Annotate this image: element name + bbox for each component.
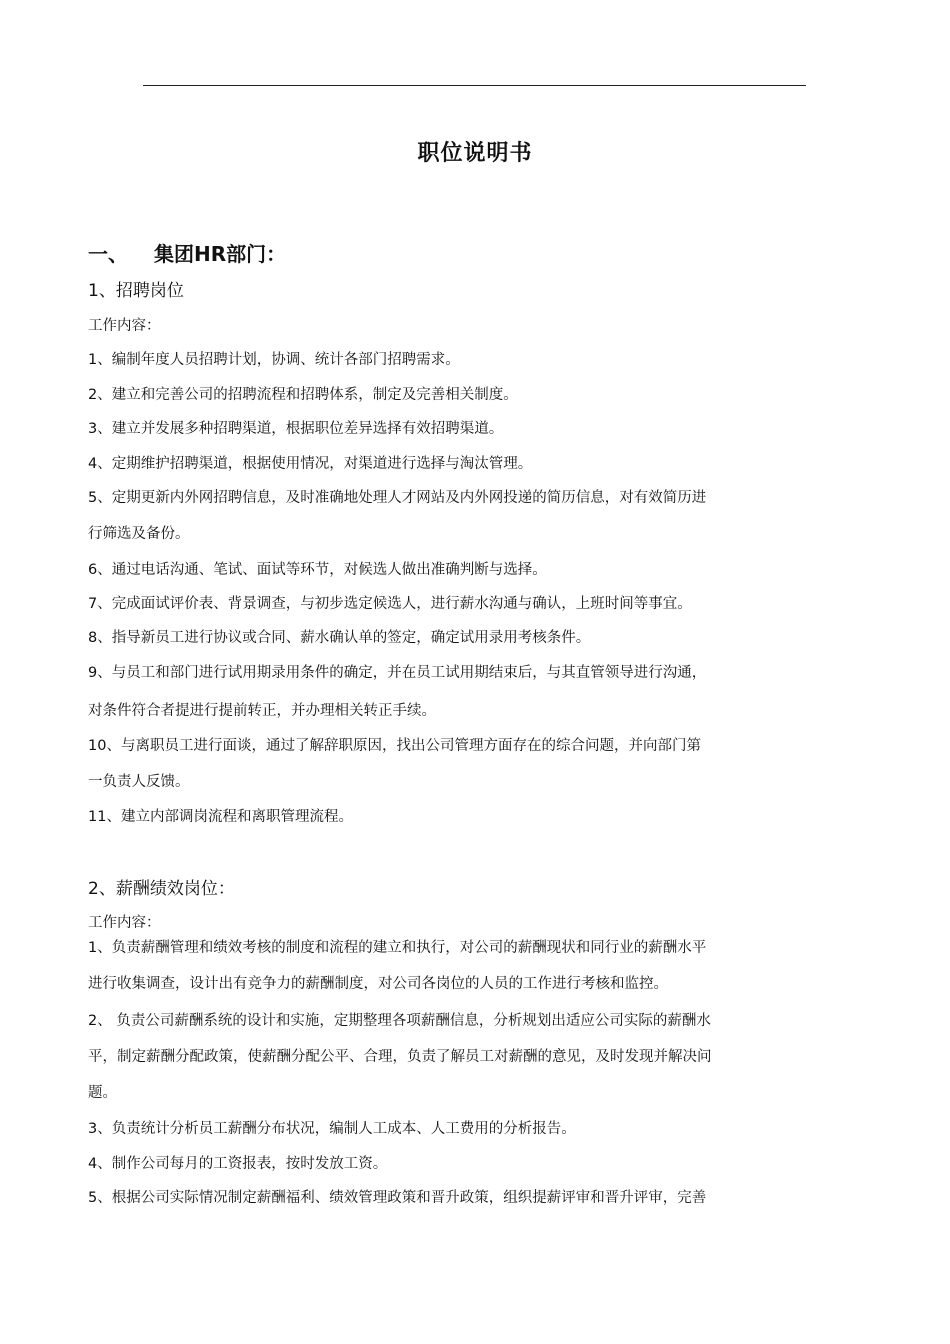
section-title: 集团HR部门： xyxy=(154,242,287,266)
list-item: 5、根据公司实际情况制定薪酬福利、绩效管理政策和晋升政策，组织提薪评审和晋升评审，完善 xyxy=(88,1190,707,1206)
list-item: 9、与员工和部门进行试用期录用条件的确定，并在员工试用期结束后，与其直管领导进行沟通， xyxy=(88,665,707,681)
list-item: 3、建立并发展多种招聘渠道，根据职位差异选择有效招聘渠道。 xyxy=(88,421,504,437)
list-item-continuation: 题。 xyxy=(88,1085,117,1101)
section-heading-hr-department xyxy=(88,238,286,267)
list-item: 7、完成面试评价表、背景调查，与初步选定候选人，进行薪水沟通与确认，上班时间等事宜。 xyxy=(88,596,692,612)
work-content-label: 工作内容： xyxy=(88,915,161,931)
work-content-label: 工作内容： xyxy=(88,318,161,334)
list-item: 3、负责统计分析员工薪酬分布状况，编制人工成本、人工费用的分析报告。 xyxy=(88,1121,576,1137)
list-item: 4、制作公司每月的工资报表，按时发放工资。 xyxy=(88,1156,388,1172)
list-item-continuation: 一负责人反馈。 xyxy=(88,774,190,790)
header-rule xyxy=(143,85,806,86)
subsection-heading-compensation: 2、薪酬绩效岗位： xyxy=(88,879,235,899)
list-item: 1、编制年度人员招聘计划，协调、统计各部门招聘需求。 xyxy=(88,352,460,368)
list-item: 8、指导新员工进行协议或合同、薪水确认单的签定，确定试用录用考核条件。 xyxy=(88,630,591,646)
list-item-continuation: 平，制定薪酬分配政策，使薪酬分配公平、合理，负责了解员工对薪酬的意见，及时发现并解决问 xyxy=(88,1049,712,1065)
subsection-heading-recruitment: 1、招聘岗位 xyxy=(88,281,184,301)
list-item-continuation: 对条件符合者提进行提前转正，并办理相关转正手续。 xyxy=(88,703,436,719)
list-item-continuation: 进行收集调查，设计出有竞争力的薪酬制度，对公司各岗位的人员的工作进行考核和监控。 xyxy=(88,976,668,992)
list-item: 2、 负责公司薪酬系统的设计和实施，定期整理各项薪酬信息，分析规划出适应公司实际的薪酬水 xyxy=(88,1013,711,1029)
section-number: 一、 xyxy=(88,242,128,266)
list-item: 10、与离职员工进行面谈，通过了解辞职原因，找出公司管理方面存在的综合问题，并向部门第 xyxy=(88,738,701,754)
list-item: 6、通过电话沟通、笔试、面试等环节，对候选人做出准确判断与选择。 xyxy=(88,562,547,578)
list-item: 1、负责薪酬管理和绩效考核的制度和流程的建立和执行，对公司的薪酬现状和同行业的薪酬水平 xyxy=(88,940,707,956)
list-item-continuation: 行筛选及备份。 xyxy=(88,526,190,542)
list-item: 4、定期维护招聘渠道，根据使用情况，对渠道进行选择与淘汰管理。 xyxy=(88,456,533,472)
document-title: 职位说明书 xyxy=(417,141,533,166)
list-item: 11、建立内部调岗流程和离职管理流程。 xyxy=(88,809,353,825)
list-item: 5、定期更新内外网招聘信息，及时准确地处理人才网站及内外网投递的简历信息，对有效简历进 xyxy=(88,490,707,506)
list-item: 2、建立和完善公司的招聘流程和招聘体系，制定及完善相关制度。 xyxy=(88,387,518,403)
